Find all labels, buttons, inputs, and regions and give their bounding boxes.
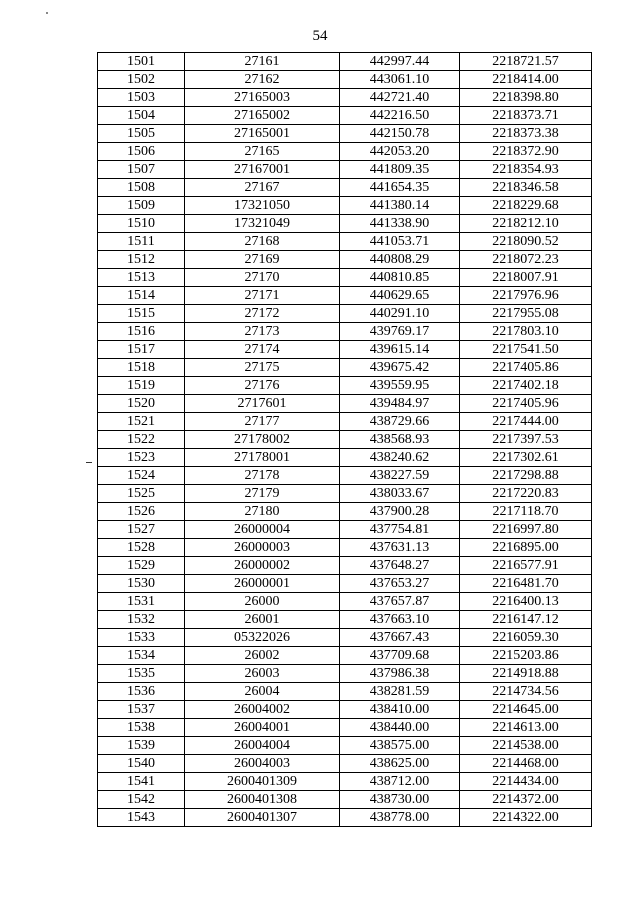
row-number-cell: 1505 xyxy=(98,125,185,143)
row-number-cell: 1527 xyxy=(98,521,185,539)
row-number-cell: 1540 xyxy=(98,755,185,773)
x-coordinate-cell: 438729.66 xyxy=(340,413,460,431)
point-id-cell: 26000001 xyxy=(185,575,340,593)
x-coordinate-cell: 441338.90 xyxy=(340,215,460,233)
table-row xyxy=(98,161,592,179)
row-number-cell: 1536 xyxy=(98,683,185,701)
point-id-cell: 2717601 xyxy=(185,395,340,413)
x-coordinate-cell: 440808.29 xyxy=(340,251,460,269)
y-coordinate-cell: 2217405.86 xyxy=(460,359,592,377)
x-coordinate-cell: 440291.10 xyxy=(340,305,460,323)
table-row xyxy=(98,809,592,827)
table-row xyxy=(98,539,592,557)
point-id-cell: 27165001 xyxy=(185,125,340,143)
row-number-cell: 1506 xyxy=(98,143,185,161)
y-coordinate-cell: 2218229.68 xyxy=(460,197,592,215)
row-number-cell: 1518 xyxy=(98,359,185,377)
y-coordinate-cell: 2216895.00 xyxy=(460,539,592,557)
table-row xyxy=(98,431,592,449)
y-coordinate-cell: 2214734.56 xyxy=(460,683,592,701)
row-number-cell: 1524 xyxy=(98,467,185,485)
table-row xyxy=(98,665,592,683)
table-row xyxy=(98,593,592,611)
row-number-cell: 1516 xyxy=(98,323,185,341)
point-id-cell: 26004003 xyxy=(185,755,340,773)
row-number-cell: 1503 xyxy=(98,89,185,107)
x-coordinate-cell: 438575.00 xyxy=(340,737,460,755)
y-coordinate-cell: 2217118.70 xyxy=(460,503,592,521)
point-id-cell: 27177 xyxy=(185,413,340,431)
scan-speck xyxy=(46,12,48,14)
point-id-cell: 27178002 xyxy=(185,431,340,449)
margin-dash xyxy=(86,462,92,463)
table-row xyxy=(98,53,592,71)
x-coordinate-cell: 437900.28 xyxy=(340,503,460,521)
x-coordinate-cell: 442150.78 xyxy=(340,125,460,143)
row-number-cell: 1541 xyxy=(98,773,185,791)
table-row xyxy=(98,719,592,737)
y-coordinate-cell: 2218373.38 xyxy=(460,125,592,143)
y-coordinate-cell: 2218072.23 xyxy=(460,251,592,269)
x-coordinate-cell: 438240.62 xyxy=(340,449,460,467)
table-row xyxy=(98,71,592,89)
x-coordinate-cell: 440629.65 xyxy=(340,287,460,305)
point-id-cell: 26004 xyxy=(185,683,340,701)
table-row xyxy=(98,647,592,665)
table-row xyxy=(98,737,592,755)
y-coordinate-cell: 2216400.13 xyxy=(460,593,592,611)
y-coordinate-cell: 2217803.10 xyxy=(460,323,592,341)
row-number-cell: 1507 xyxy=(98,161,185,179)
point-id-cell: 27161 xyxy=(185,53,340,71)
y-coordinate-cell: 2218372.90 xyxy=(460,143,592,161)
x-coordinate-cell: 438730.00 xyxy=(340,791,460,809)
table-row xyxy=(98,287,592,305)
y-coordinate-cell: 2217397.53 xyxy=(460,431,592,449)
point-id-cell: 27165 xyxy=(185,143,340,161)
row-number-cell: 1538 xyxy=(98,719,185,737)
y-coordinate-cell: 2217220.83 xyxy=(460,485,592,503)
point-id-cell: 27174 xyxy=(185,341,340,359)
point-id-cell: 27167 xyxy=(185,179,340,197)
point-id-cell: 26004004 xyxy=(185,737,340,755)
y-coordinate-cell: 2214918.88 xyxy=(460,665,592,683)
point-id-cell: 26004002 xyxy=(185,701,340,719)
x-coordinate-cell: 442721.40 xyxy=(340,89,460,107)
row-number-cell: 1528 xyxy=(98,539,185,557)
x-coordinate-cell: 438778.00 xyxy=(340,809,460,827)
y-coordinate-cell: 2216577.91 xyxy=(460,557,592,575)
x-coordinate-cell: 437754.81 xyxy=(340,521,460,539)
y-coordinate-cell: 2216147.12 xyxy=(460,611,592,629)
y-coordinate-cell: 2218346.58 xyxy=(460,179,592,197)
row-number-cell: 1512 xyxy=(98,251,185,269)
point-id-cell: 27178 xyxy=(185,467,340,485)
x-coordinate-cell: 438625.00 xyxy=(340,755,460,773)
table-row xyxy=(98,305,592,323)
point-id-cell: 27178001 xyxy=(185,449,340,467)
point-id-cell: 27162 xyxy=(185,71,340,89)
row-number-cell: 1514 xyxy=(98,287,185,305)
x-coordinate-cell: 442053.20 xyxy=(340,143,460,161)
y-coordinate-cell: 2216997.80 xyxy=(460,521,592,539)
row-number-cell: 1504 xyxy=(98,107,185,125)
y-coordinate-cell: 2217955.08 xyxy=(460,305,592,323)
row-number-cell: 1510 xyxy=(98,215,185,233)
y-coordinate-cell: 2214538.00 xyxy=(460,737,592,755)
table-row xyxy=(98,179,592,197)
point-id-cell: 26004001 xyxy=(185,719,340,737)
x-coordinate-cell: 439484.97 xyxy=(340,395,460,413)
table-row xyxy=(98,125,592,143)
table-row xyxy=(98,359,592,377)
x-coordinate-cell: 440810.85 xyxy=(340,269,460,287)
table-row xyxy=(98,773,592,791)
x-coordinate-cell: 437986.38 xyxy=(340,665,460,683)
y-coordinate-cell: 2216481.70 xyxy=(460,575,592,593)
row-number-cell: 1531 xyxy=(98,593,185,611)
row-number-cell: 1501 xyxy=(98,53,185,71)
row-number-cell: 1530 xyxy=(98,575,185,593)
row-number-cell: 1534 xyxy=(98,647,185,665)
x-coordinate-cell: 443061.10 xyxy=(340,71,460,89)
y-coordinate-cell: 2217405.96 xyxy=(460,395,592,413)
point-id-cell: 2600401307 xyxy=(185,809,340,827)
row-number-cell: 1539 xyxy=(98,737,185,755)
table-row xyxy=(98,701,592,719)
point-id-cell: 17321049 xyxy=(185,215,340,233)
x-coordinate-cell: 438033.67 xyxy=(340,485,460,503)
row-number-cell: 1513 xyxy=(98,269,185,287)
table-row xyxy=(98,107,592,125)
point-id-cell: 26002 xyxy=(185,647,340,665)
row-number-cell: 1521 xyxy=(98,413,185,431)
table-row xyxy=(98,215,592,233)
row-number-cell: 1517 xyxy=(98,341,185,359)
y-coordinate-cell: 2218354.93 xyxy=(460,161,592,179)
table-row xyxy=(98,449,592,467)
table-row xyxy=(98,755,592,773)
row-number-cell: 1522 xyxy=(98,431,185,449)
page-number: 54 xyxy=(312,28,328,44)
y-coordinate-cell: 2218007.91 xyxy=(460,269,592,287)
point-id-cell: 27176 xyxy=(185,377,340,395)
row-number-cell: 1502 xyxy=(98,71,185,89)
point-id-cell: 27167001 xyxy=(185,161,340,179)
y-coordinate-cell: 2215203.86 xyxy=(460,647,592,665)
table-row xyxy=(98,467,592,485)
x-coordinate-cell: 442997.44 xyxy=(340,53,460,71)
row-number-cell: 1542 xyxy=(98,791,185,809)
row-number-cell: 1523 xyxy=(98,449,185,467)
y-coordinate-cell: 2214468.00 xyxy=(460,755,592,773)
table-row xyxy=(98,503,592,521)
point-id-cell: 26000004 xyxy=(185,521,340,539)
point-id-cell: 26000 xyxy=(185,593,340,611)
row-number-cell: 1533 xyxy=(98,629,185,647)
x-coordinate-cell: 438410.00 xyxy=(340,701,460,719)
table-row xyxy=(98,791,592,809)
point-id-cell: 27171 xyxy=(185,287,340,305)
row-number-cell: 1529 xyxy=(98,557,185,575)
y-coordinate-cell: 2214645.00 xyxy=(460,701,592,719)
x-coordinate-cell: 437663.10 xyxy=(340,611,460,629)
y-coordinate-cell: 2217444.00 xyxy=(460,413,592,431)
x-coordinate-cell: 441053.71 xyxy=(340,233,460,251)
y-coordinate-cell: 2217298.88 xyxy=(460,467,592,485)
x-coordinate-cell: 439769.17 xyxy=(340,323,460,341)
y-coordinate-cell: 2214372.00 xyxy=(460,791,592,809)
y-coordinate-cell: 2218373.71 xyxy=(460,107,592,125)
y-coordinate-cell: 2214322.00 xyxy=(460,809,592,827)
table-row xyxy=(98,575,592,593)
point-id-cell: 05322026 xyxy=(185,629,340,647)
row-number-cell: 1543 xyxy=(98,809,185,827)
point-id-cell: 27172 xyxy=(185,305,340,323)
y-coordinate-cell: 2218414.00 xyxy=(460,71,592,89)
point-id-cell: 26000003 xyxy=(185,539,340,557)
row-number-cell: 1525 xyxy=(98,485,185,503)
x-coordinate-cell: 441380.14 xyxy=(340,197,460,215)
point-id-cell: 27170 xyxy=(185,269,340,287)
table-row xyxy=(98,323,592,341)
point-id-cell: 27168 xyxy=(185,233,340,251)
row-number-cell: 1532 xyxy=(98,611,185,629)
table-row xyxy=(98,269,592,287)
x-coordinate-cell: 438227.59 xyxy=(340,467,460,485)
x-coordinate-cell: 437653.27 xyxy=(340,575,460,593)
table-row xyxy=(98,377,592,395)
y-coordinate-cell: 2217541.50 xyxy=(460,341,592,359)
point-id-cell: 2600401308 xyxy=(185,791,340,809)
table-row xyxy=(98,251,592,269)
row-number-cell: 1535 xyxy=(98,665,185,683)
y-coordinate-cell: 2218090.52 xyxy=(460,233,592,251)
x-coordinate-cell: 439615.14 xyxy=(340,341,460,359)
point-id-cell: 27173 xyxy=(185,323,340,341)
table-row xyxy=(98,143,592,161)
point-id-cell: 27169 xyxy=(185,251,340,269)
table-row xyxy=(98,395,592,413)
point-id-cell: 26003 xyxy=(185,665,340,683)
table-row xyxy=(98,611,592,629)
row-number-cell: 1509 xyxy=(98,197,185,215)
x-coordinate-cell: 437657.87 xyxy=(340,593,460,611)
point-id-cell: 17321050 xyxy=(185,197,340,215)
point-id-cell: 27165002 xyxy=(185,107,340,125)
x-coordinate-cell: 442216.50 xyxy=(340,107,460,125)
x-coordinate-cell: 437709.68 xyxy=(340,647,460,665)
x-coordinate-cell: 438440.00 xyxy=(340,719,460,737)
row-number-cell: 1511 xyxy=(98,233,185,251)
table-row xyxy=(98,629,592,647)
coordinates-table-body xyxy=(98,53,592,827)
x-coordinate-cell: 438712.00 xyxy=(340,773,460,791)
x-coordinate-cell: 438568.93 xyxy=(340,431,460,449)
y-coordinate-cell: 2218721.57 xyxy=(460,53,592,71)
point-id-cell: 26000002 xyxy=(185,557,340,575)
x-coordinate-cell: 438281.59 xyxy=(340,683,460,701)
x-coordinate-cell: 441654.35 xyxy=(340,179,460,197)
y-coordinate-cell: 2217976.96 xyxy=(460,287,592,305)
x-coordinate-cell: 437648.27 xyxy=(340,557,460,575)
coordinates-table xyxy=(97,52,592,827)
y-coordinate-cell: 2218398.80 xyxy=(460,89,592,107)
table-row xyxy=(98,413,592,431)
y-coordinate-cell: 2218212.10 xyxy=(460,215,592,233)
table-row xyxy=(98,683,592,701)
row-number-cell: 1515 xyxy=(98,305,185,323)
table-row xyxy=(98,521,592,539)
row-number-cell: 1526 xyxy=(98,503,185,521)
x-coordinate-cell: 437631.13 xyxy=(340,539,460,557)
table-row xyxy=(98,485,592,503)
y-coordinate-cell: 2216059.30 xyxy=(460,629,592,647)
y-coordinate-cell: 2214434.00 xyxy=(460,773,592,791)
x-coordinate-cell: 439559.95 xyxy=(340,377,460,395)
point-id-cell: 27180 xyxy=(185,503,340,521)
point-id-cell: 2600401309 xyxy=(185,773,340,791)
x-coordinate-cell: 437667.43 xyxy=(340,629,460,647)
x-coordinate-cell: 439675.42 xyxy=(340,359,460,377)
table-row xyxy=(98,341,592,359)
point-id-cell: 27175 xyxy=(185,359,340,377)
y-coordinate-cell: 2214613.00 xyxy=(460,719,592,737)
y-coordinate-cell: 2217302.61 xyxy=(460,449,592,467)
table-row xyxy=(98,89,592,107)
x-coordinate-cell: 441809.35 xyxy=(340,161,460,179)
row-number-cell: 1508 xyxy=(98,179,185,197)
point-id-cell: 26001 xyxy=(185,611,340,629)
point-id-cell: 27165003 xyxy=(185,89,340,107)
point-id-cell: 27179 xyxy=(185,485,340,503)
table-row xyxy=(98,233,592,251)
table-row xyxy=(98,197,592,215)
row-number-cell: 1519 xyxy=(98,377,185,395)
y-coordinate-cell: 2217402.18 xyxy=(460,377,592,395)
table-row xyxy=(98,557,592,575)
row-number-cell: 1537 xyxy=(98,701,185,719)
row-number-cell: 1520 xyxy=(98,395,185,413)
